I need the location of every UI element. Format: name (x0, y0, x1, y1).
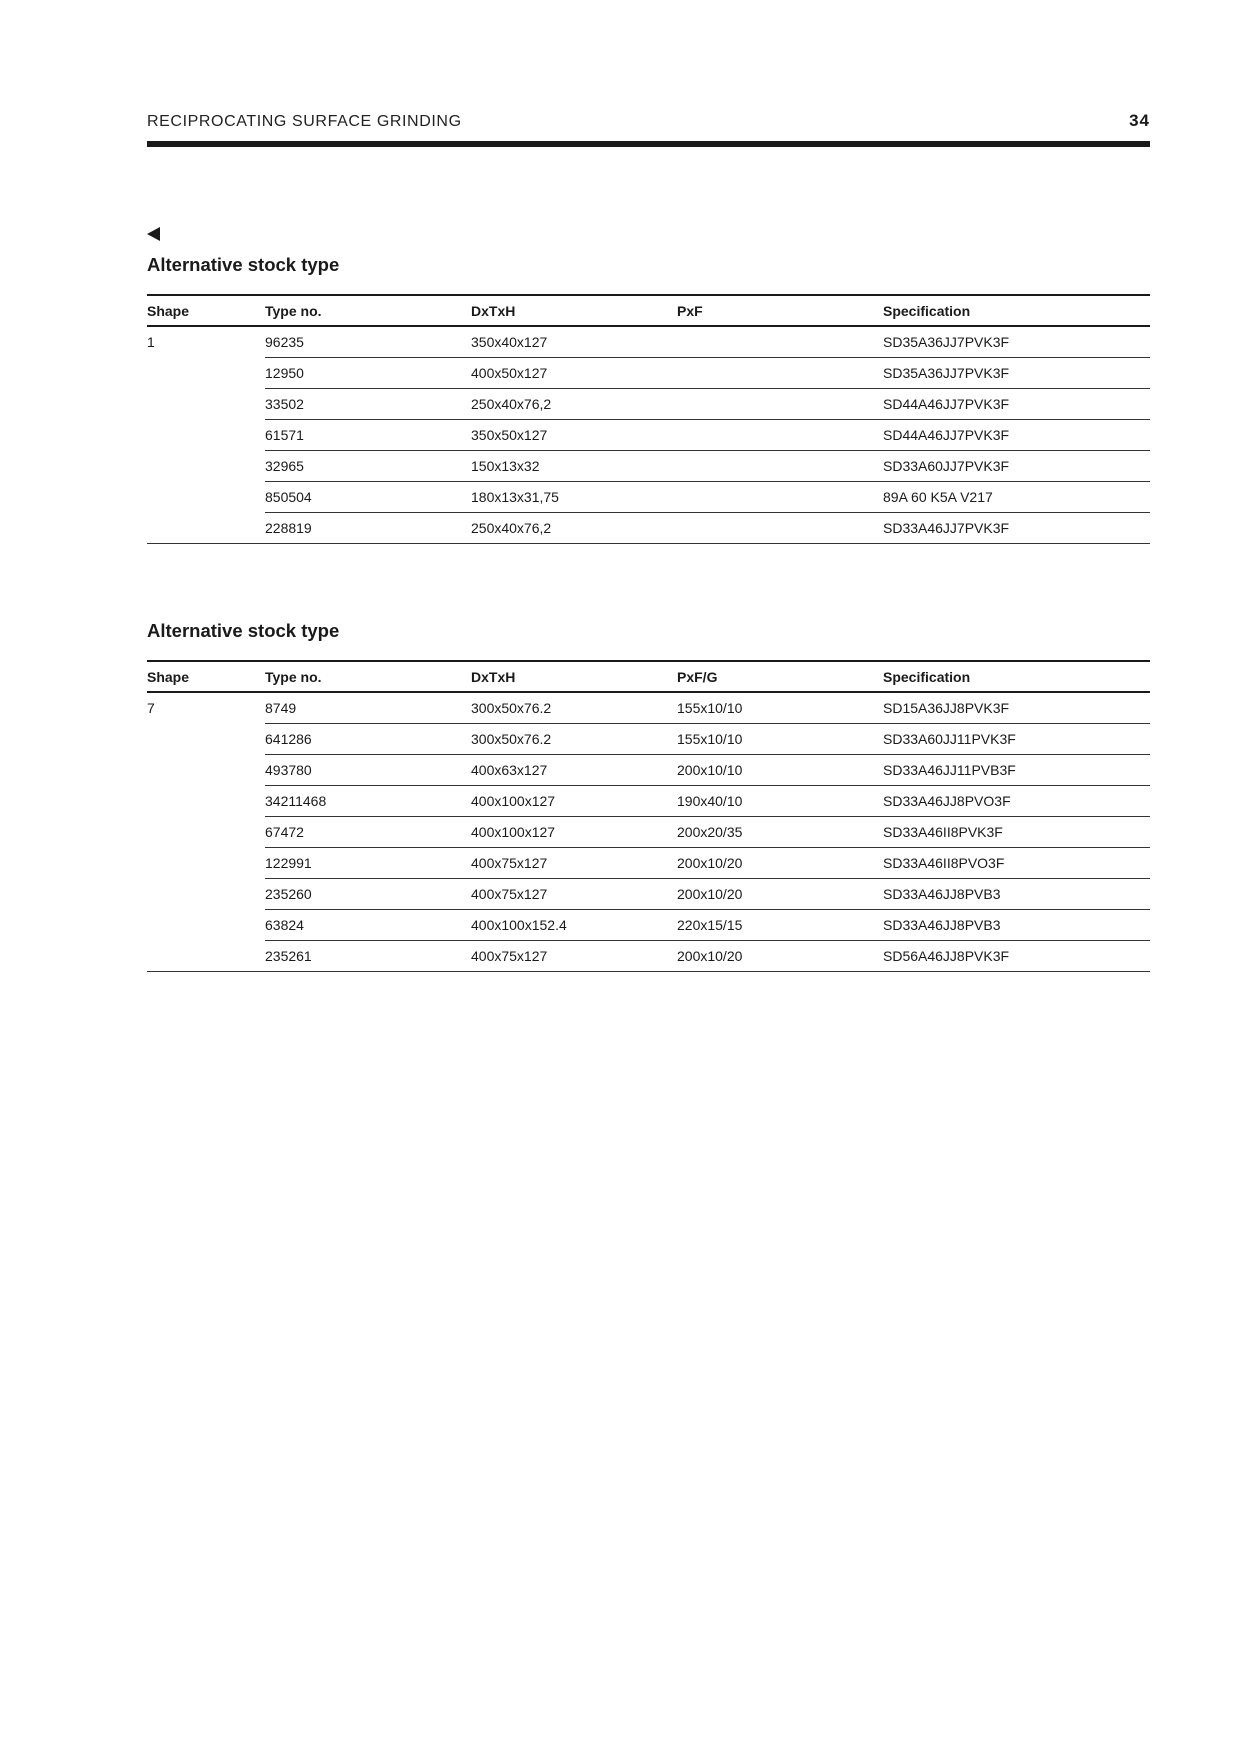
cell-dxtxh: 180x13x31,75 (471, 482, 677, 513)
table-header-row (147, 295, 1150, 326)
cell-specification: SD33A60JJ7PVK3F (883, 451, 1150, 482)
cell-specification: SD44A46JJ7PVK3F (883, 420, 1150, 451)
cell-type-no: 228819 (265, 513, 471, 544)
spec-table (147, 294, 1150, 544)
table-row (147, 941, 1150, 972)
cell-pxf (677, 513, 883, 544)
cell-pxf (677, 482, 883, 513)
cell-dxtxh: 250x40x76,2 (471, 513, 677, 544)
table-row (147, 389, 1150, 420)
column-header-pxf: PxF/G (677, 661, 883, 692)
cell-type-no: 850504 (265, 482, 471, 513)
page-header (147, 110, 1150, 150)
cell-specification: SD33A46II8PVK3F (883, 817, 1150, 848)
cell-shape (147, 786, 265, 817)
cell-pxf (677, 451, 883, 482)
table-row (147, 724, 1150, 755)
column-header-type-no: Type no. (265, 661, 471, 692)
cell-dxtxh: 400x100x152.4 (471, 910, 677, 941)
cell-dxtxh: 250x40x76,2 (471, 389, 677, 420)
cell-specification: SD44A46JJ7PVK3F (883, 389, 1150, 420)
cell-specification: SD33A46JJ8PVO3F (883, 786, 1150, 817)
table-row (147, 326, 1150, 358)
cell-shape: 7 (147, 700, 155, 717)
cell-pxf: 220x15/15 (677, 910, 883, 941)
cell-pxf: 200x10/20 (677, 879, 883, 910)
cell-type-no: 122991 (265, 848, 471, 879)
cell-specification: SD15A36JJ8PVK3F (883, 692, 1150, 724)
cell-shape: 1 (147, 334, 155, 351)
table-row (147, 910, 1150, 941)
section-title: Alternative stock type (147, 620, 340, 641)
cell-shape (147, 817, 265, 848)
cell-shape (147, 848, 265, 879)
cell-specification: SD33A60JJ11PVK3F (883, 724, 1150, 755)
cell-shape (147, 910, 265, 941)
cell-pxf: 200x20/35 (677, 817, 883, 848)
cell-shape (147, 724, 265, 755)
cell-dxtxh: 400x50x127 (471, 358, 677, 389)
cell-shape (147, 879, 265, 910)
cell-dxtxh: 400x75x127 (471, 848, 677, 879)
cell-specification: SD33A46II8PVO3F (883, 848, 1150, 879)
cell-pxf: 155x10/10 (677, 692, 883, 724)
column-header-shape: Shape (147, 661, 265, 692)
cell-type-no: 493780 (265, 755, 471, 786)
header-title: RECIPROCATING SURFACE GRINDING (147, 113, 462, 130)
cell-pxf: 200x10/10 (677, 755, 883, 786)
cell-type-no: 8749 (265, 692, 471, 724)
cell-type-no: 96235 (265, 326, 471, 358)
cell-dxtxh: 150x13x32 (471, 451, 677, 482)
table-row (147, 755, 1150, 786)
table-row (147, 879, 1150, 910)
cell-type-no: 61571 (265, 420, 471, 451)
section-2 (147, 616, 1150, 972)
cell-shape (147, 755, 265, 786)
table-row (147, 451, 1150, 482)
column-header-dxtxh: DxTxH (471, 661, 677, 692)
table-row (147, 513, 1150, 544)
cell-dxtxh: 400x100x127 (471, 817, 677, 848)
column-header-specification: Specification (883, 295, 1150, 326)
back-triangle-icon[interactable] (147, 227, 160, 241)
cell-type-no: 235260 (265, 879, 471, 910)
cell-specification: SD33A46JJ8PVB3 (883, 910, 1150, 941)
column-header-specification: Specification (883, 661, 1150, 692)
cell-pxf (677, 389, 883, 420)
cell-pxf (677, 358, 883, 389)
cell-specification: SD35A36JJ7PVK3F (883, 358, 1150, 389)
table-row (147, 358, 1150, 389)
cell-shape (147, 451, 265, 482)
cell-specification: SD33A46JJ7PVK3F (883, 513, 1150, 544)
cell-dxtxh: 400x75x127 (471, 879, 677, 910)
cell-type-no: 641286 (265, 724, 471, 755)
cell-dxtxh: 350x40x127 (471, 326, 677, 358)
cell-specification: SD56A46JJ8PVK3F (883, 941, 1150, 972)
cell-specification: SD33A46JJ11PVB3F (883, 755, 1150, 786)
table-header-row (147, 661, 1150, 692)
cell-dxtxh: 400x75x127 (471, 941, 677, 972)
cell-dxtxh: 350x50x127 (471, 420, 677, 451)
table-row (147, 420, 1150, 451)
cell-shape (147, 513, 265, 544)
cell-specification: SD35A36JJ7PVK3F (883, 326, 1150, 358)
cell-type-no: 12950 (265, 358, 471, 389)
cell-type-no: 33502 (265, 389, 471, 420)
cell-type-no: 32965 (265, 451, 471, 482)
cell-pxf: 200x10/20 (677, 941, 883, 972)
cell-type-no: 67472 (265, 817, 471, 848)
header-rule (147, 141, 1150, 147)
cell-shape (147, 358, 265, 389)
cell-pxf (677, 420, 883, 451)
section-1 (147, 250, 1150, 544)
table-row (147, 482, 1150, 513)
cell-pxf: 200x10/20 (677, 848, 883, 879)
page-number: 34 (1129, 111, 1150, 130)
table-row (147, 817, 1150, 848)
cell-pxf: 190x40/10 (677, 786, 883, 817)
section-title: Alternative stock type (147, 254, 340, 275)
cell-dxtxh: 400x100x127 (471, 786, 677, 817)
cell-dxtxh: 300x50x76.2 (471, 724, 677, 755)
column-header-dxtxh: DxTxH (471, 295, 677, 326)
cell-type-no: 34211468 (265, 786, 471, 817)
cell-specification: SD33A46JJ8PVB3 (883, 879, 1150, 910)
cell-type-no: 235261 (265, 941, 471, 972)
cell-shape (147, 482, 265, 513)
cell-type-no: 63824 (265, 910, 471, 941)
column-header-pxf: PxF (677, 295, 883, 326)
table-row (147, 786, 1150, 817)
cell-dxtxh: 300x50x76.2 (471, 692, 677, 724)
column-header-type-no: Type no. (265, 295, 471, 326)
cell-shape (147, 389, 265, 420)
cell-shape (147, 420, 265, 451)
cell-pxf: 155x10/10 (677, 724, 883, 755)
spec-table (147, 660, 1150, 972)
cell-shape (147, 941, 265, 972)
table-row (147, 692, 1150, 724)
column-header-shape: Shape (147, 295, 265, 326)
table-row (147, 848, 1150, 879)
cell-specification: 89A 60 K5A V217 (883, 482, 1150, 513)
cell-pxf (677, 326, 883, 358)
cell-dxtxh: 400x63x127 (471, 755, 677, 786)
